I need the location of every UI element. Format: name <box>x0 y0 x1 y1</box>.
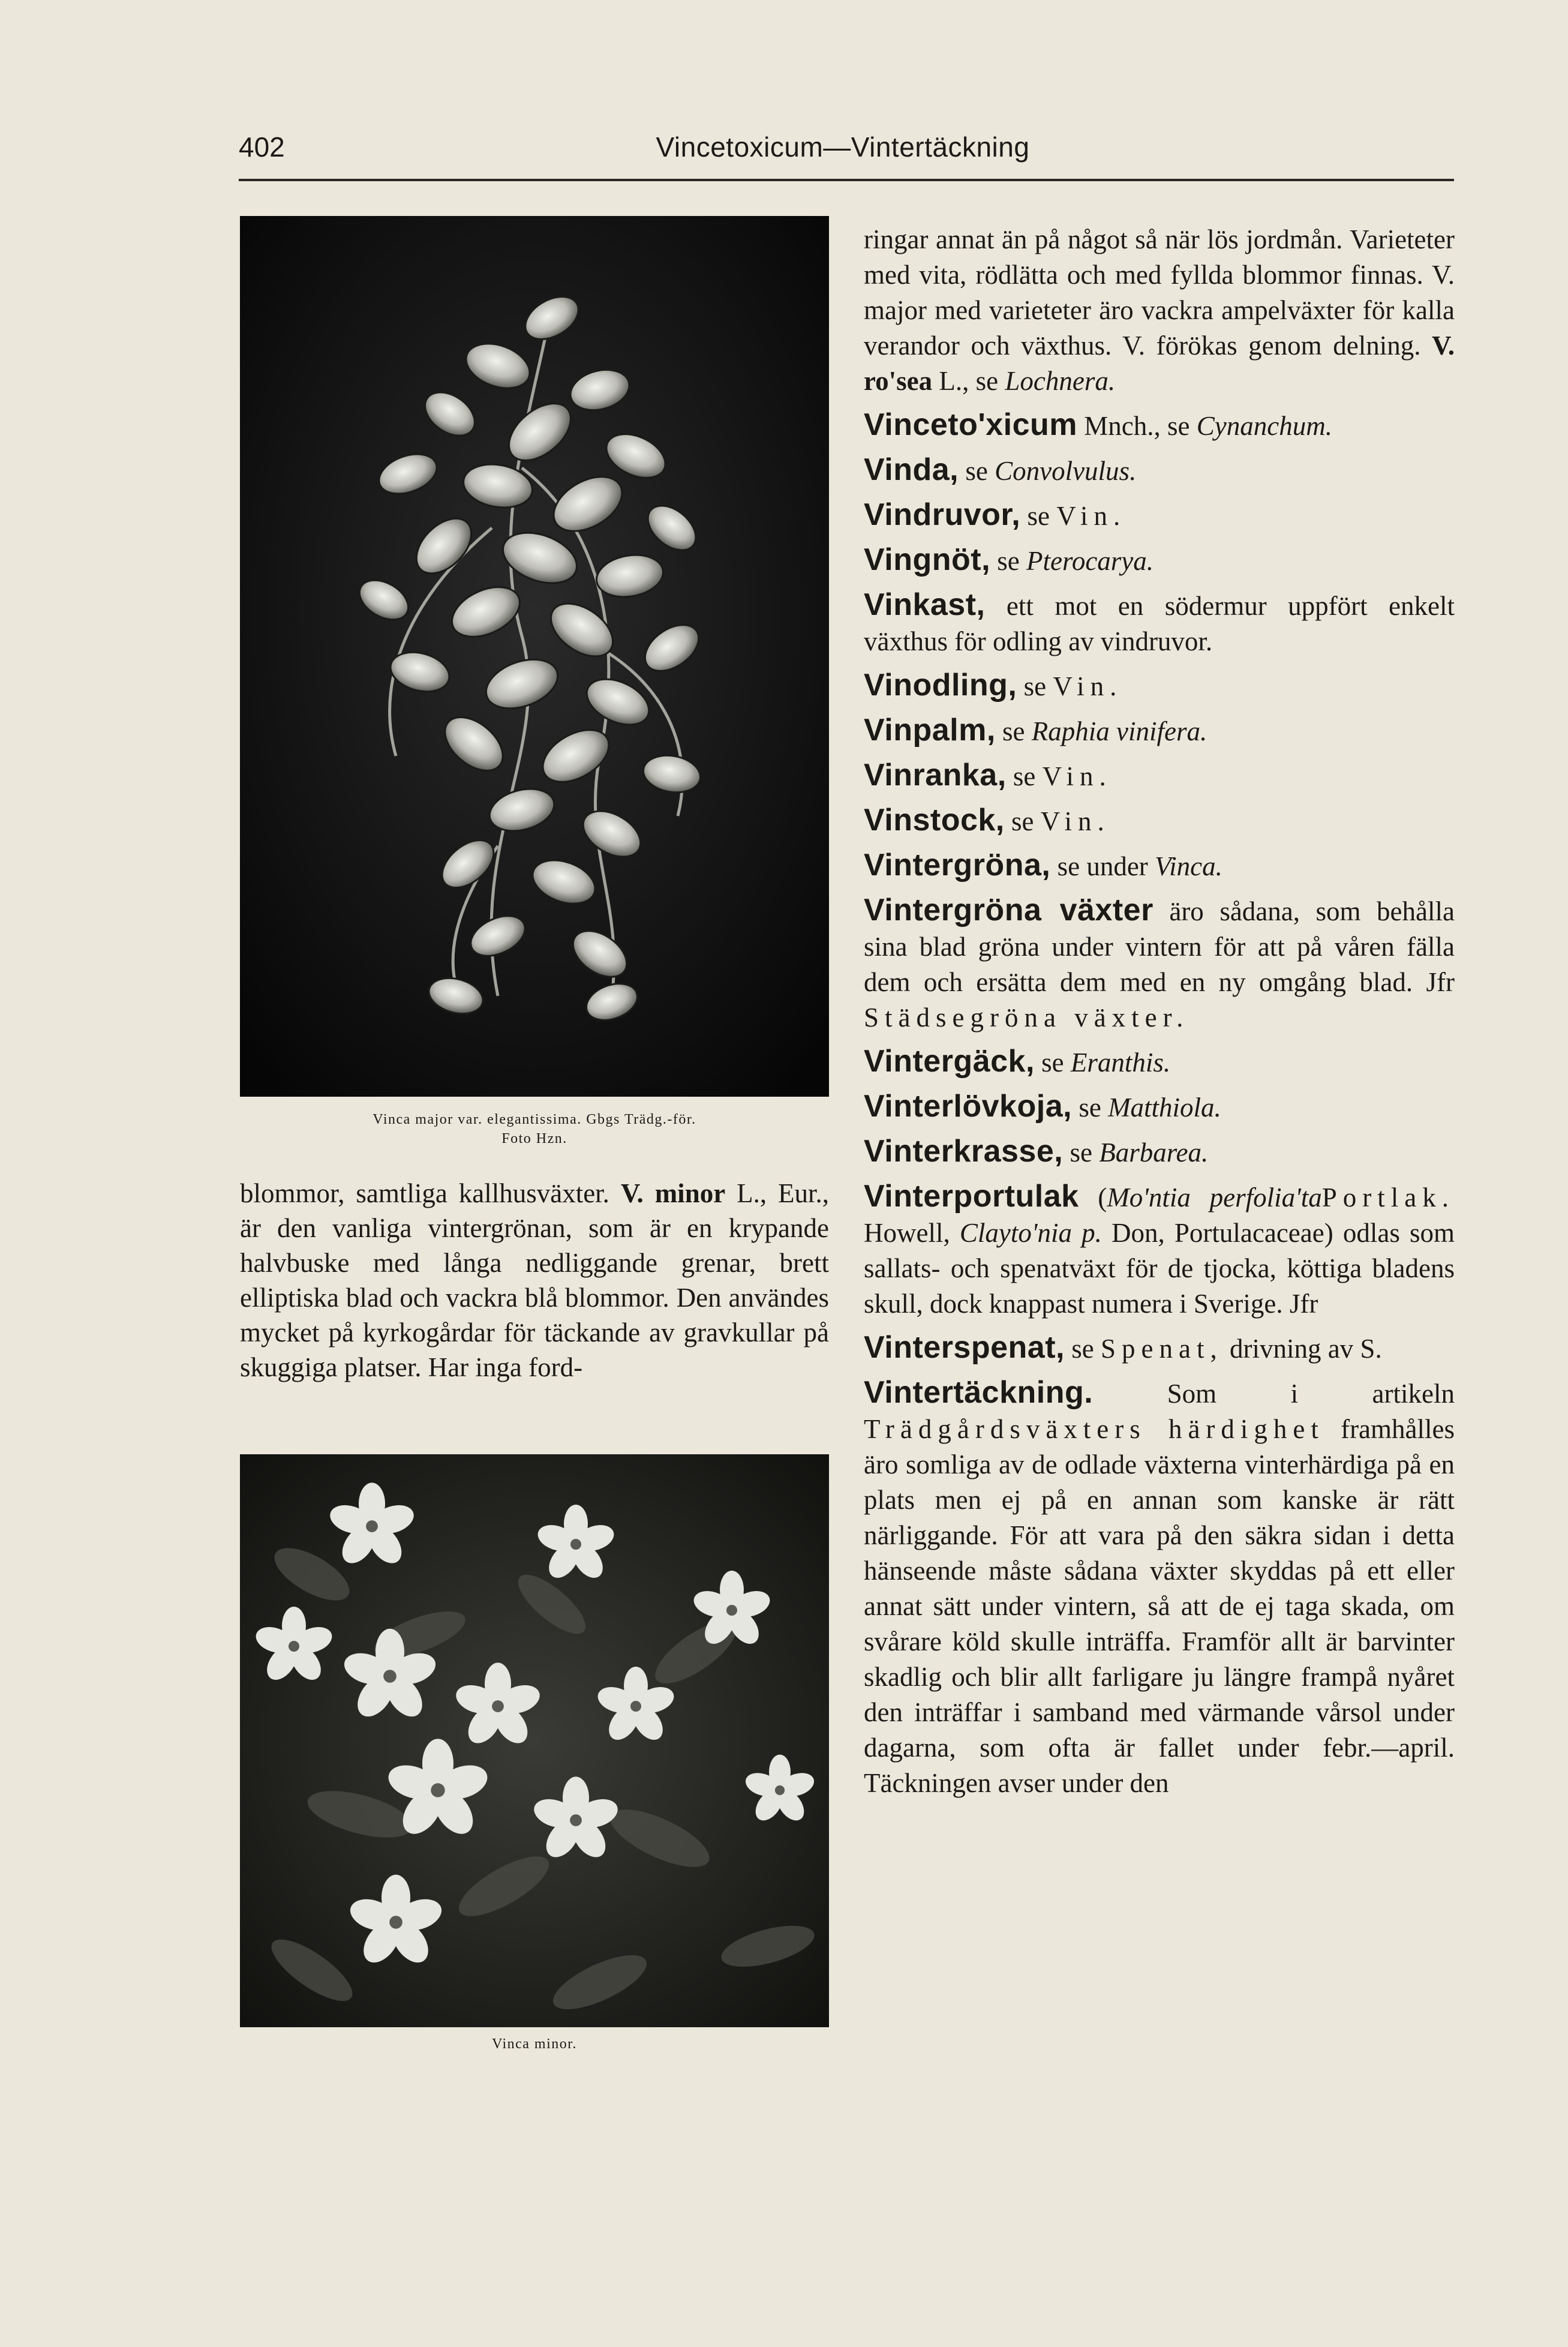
dictionary-entry <box>864 1375 1455 1801</box>
right-column-text <box>864 222 1455 1801</box>
entry-headword: Vinodling, <box>864 668 1017 703</box>
dictionary-entry <box>864 587 1455 659</box>
entry-headword: Vinranka, <box>864 758 1007 793</box>
entry-spaced-reference: Vin. <box>1042 761 1112 791</box>
continued-paragraph: ringar annat än på något så när lös jordmån. Varieteter med vita, rödlätta och med fyllda blommor finnas. V. major med varieteter äro vackra ampelväxter för kalla verandor och växthus. V. förökas genom delning. V. ro'sea L., se Lochnera. <box>864 224 1455 396</box>
dictionary-entry <box>864 452 1455 489</box>
dictionary-entry <box>864 1330 1455 1367</box>
entry-italic: Mo'ntia perfolia'ta <box>1107 1182 1322 1212</box>
entry-spaced-reference: Trädgårdsväxters härdighet <box>864 1414 1324 1444</box>
figure-caption-vinca-minor: Vinca minor. <box>492 2036 577 2052</box>
entry-spaced-reference: Portlak. <box>1321 1182 1455 1212</box>
entry-headword: Vintertäckning. <box>864 1375 1094 1410</box>
dictionary-entry <box>864 407 1455 444</box>
dictionary-entry <box>864 497 1455 534</box>
entry-text: se <box>1072 1093 1109 1123</box>
page-number: 402 <box>239 131 285 163</box>
entry-headword: Vinpalm, <box>864 713 996 748</box>
entry-headword: Vinterspenat, <box>864 1330 1065 1365</box>
vinca-major-photo <box>240 216 829 1097</box>
entry-text: se <box>1034 1048 1071 1078</box>
entry-text: ( <box>1079 1182 1107 1212</box>
entry-headword: Vinterkrasse, <box>864 1134 1064 1169</box>
entry-text: ett mot en södermur uppfört enkelt växthus för odling av vindruvor. <box>864 591 1455 656</box>
entry-text: äro sådana, som behålla sina blad gröna under vintern för att på våren fälla dem och ersätta dem med en ny omgång blad. Jfr <box>864 896 1455 997</box>
entry-text: se under <box>1050 851 1155 881</box>
dictionary-entry <box>864 1134 1455 1171</box>
entry-headword: Vinceto'xicum <box>864 407 1078 442</box>
dictionary-entry <box>864 1044 1455 1081</box>
entry-headword: Vinterlövkoja, <box>864 1089 1073 1124</box>
entry-text: se <box>990 546 1027 576</box>
entry-text: se <box>959 456 995 486</box>
dictionary-entry <box>864 893 1455 1036</box>
entry-text: drivning av S. <box>1222 1334 1382 1364</box>
entry-italic: Matthiola. <box>1108 1093 1221 1123</box>
entry-headword: Vindruvor, <box>864 497 1021 532</box>
entry-spaced-reference: Städsegröna växter. <box>864 1003 1189 1033</box>
entry-text: se <box>1063 1138 1100 1168</box>
entry-headword: Vinstock, <box>864 803 1005 838</box>
entry-text: Howell, <box>864 1218 960 1248</box>
entry-italic: Vinca. <box>1155 851 1222 881</box>
entry-text: se <box>1004 806 1041 836</box>
dictionary-entry <box>864 542 1455 579</box>
left-column-text: blommor, samtliga kallhusväxter. V. minor L., Eur., är den vanliga vintergrönan, som är en krypande halvbuske med långa nedliggande grenar, brett elliptiska blad och vackra blå blommor. Den användes mycket på kyrkogårdar för täckande av gravkullar på skuggiga platser. Har inga ford- <box>240 1178 830 1382</box>
entry-text: Mnch., se <box>1077 411 1197 441</box>
dictionary-entries <box>864 407 1455 1801</box>
entry-spaced-reference: Vin. <box>1053 671 1123 701</box>
entry-headword: Vintergröna, <box>864 848 1051 883</box>
page-header <box>239 131 1447 173</box>
entry-headword: Vingnöt, <box>864 542 991 577</box>
entry-text: Som i artikeln <box>1093 1379 1455 1409</box>
dictionary-entry <box>864 1179 1455 1322</box>
entry-headword: Vinterportulak <box>864 1179 1079 1214</box>
dictionary-entry <box>864 713 1455 749</box>
entry-spaced-reference: Vin. <box>1040 806 1110 836</box>
entry-text: se <box>1017 671 1053 701</box>
entry-italic: Raphia vinifera. <box>1031 716 1207 746</box>
entry-italic: Cynanchum. <box>1196 411 1332 441</box>
entry-text: se <box>1006 761 1043 791</box>
entry-italic: Clayto'nia p. <box>959 1218 1102 1248</box>
entry-headword: Vinkast, <box>864 587 986 622</box>
entry-headword: Vintergäck, <box>864 1044 1035 1079</box>
entry-italic: Eranthis. <box>1070 1048 1171 1078</box>
entry-text: se <box>995 716 1032 746</box>
entry-text: Don, Portulacaceae) odlas som sallats- och spenatväxt för de tjocka, köttiga bladens skull, dock knappast numera i Sverige. Jfr <box>864 1218 1455 1319</box>
entry-text: se <box>1064 1334 1101 1364</box>
entry-spaced-reference: Spenat, <box>1100 1334 1223 1364</box>
entry-italic: Pterocarya. <box>1026 546 1154 576</box>
dictionary-entry <box>864 668 1455 704</box>
running-title: Vincetoxicum—Vintertäckning <box>656 131 1030 163</box>
entry-italic: Convolvulus. <box>995 456 1137 486</box>
dictionary-entry <box>864 848 1455 884</box>
dictionary-entry <box>864 803 1455 839</box>
dictionary-entry <box>864 1089 1455 1126</box>
header-rule <box>239 179 1454 181</box>
entry-text: framhålles äro somliga av de odlade växterna vinterhärdiga på en plats men ej på en annan som kanske är rätt närliggande. För att vara på den säkra sidan i detta hänseende måste sådana växter skyddas på ett eller annat sätt under vintern, så att de ej taga skada, om svårare köld skulle inträffa. Framför allt är barvinter skadlig och blir allt farligare ju längre frampå nyåret den inträffar i samband med värmande vårsol under dagarna, som ofta är fallet under febr.—april. Täckningen avser under den <box>864 1414 1455 1798</box>
entry-spaced-reference: Vin. <box>1056 501 1127 531</box>
entry-headword: Vintergröna växter <box>864 893 1154 928</box>
entry-italic: Barbarea. <box>1099 1138 1209 1168</box>
figure-caption-vinca-major: Vinca major var. elegantissima. Gbgs Trädg.-för. Foto Hzn. <box>373 1112 696 1147</box>
entry-text: se <box>1020 501 1057 531</box>
entry-headword: Vinda, <box>864 452 959 487</box>
dictionary-entry <box>864 758 1455 794</box>
vinca-minor-photo <box>240 1454 829 2027</box>
